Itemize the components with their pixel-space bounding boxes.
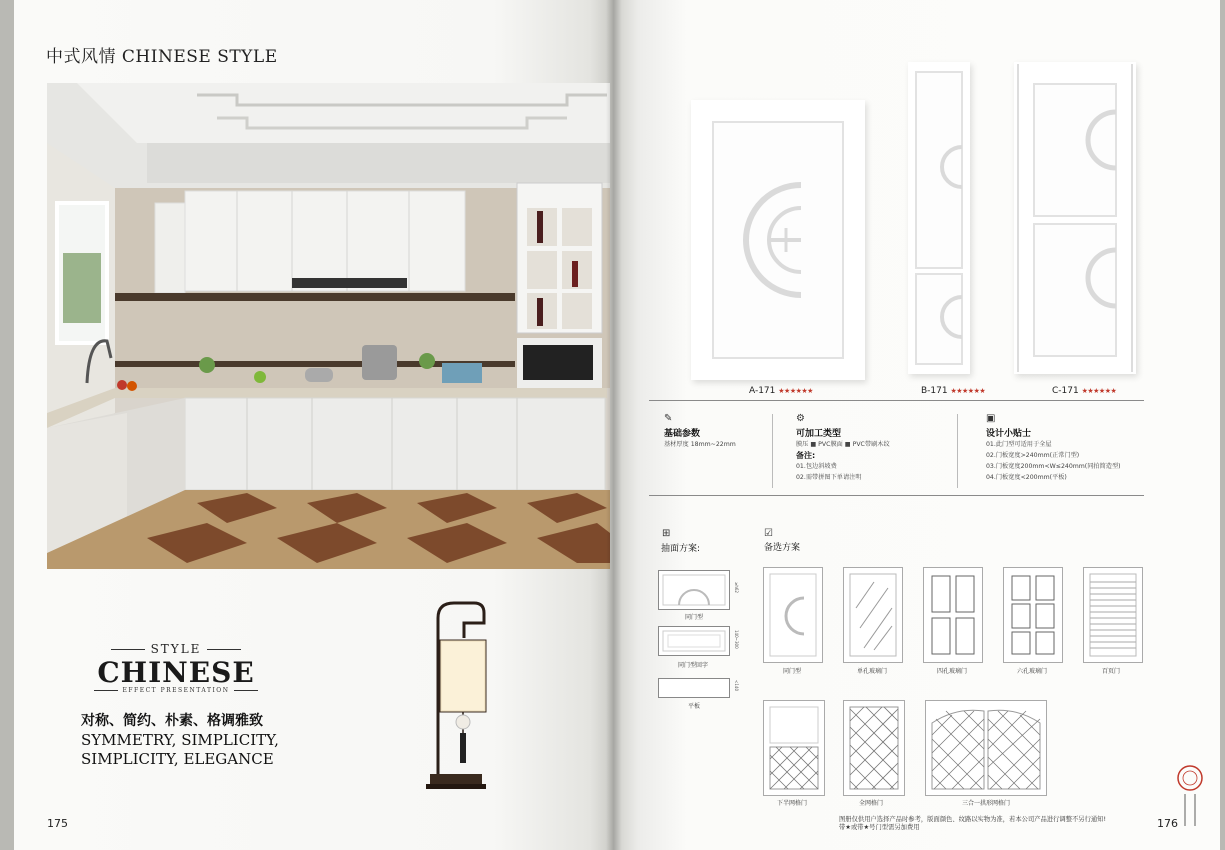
door-b-stars: ★★★★★★ <box>950 387 986 395</box>
door-a-label <box>749 386 813 396</box>
tip-3: 03.门板宽度200mm<W≤240mm(同拍简造型) <box>986 463 1121 470</box>
drawer-option-2-caption: 同门型回字 <box>678 662 709 669</box>
option-full-grid-caption: 全网格门 <box>859 800 884 807</box>
gear-icon: ⚙ <box>796 413 805 424</box>
option-single-glass-caption: 单孔玻璃门 <box>857 668 888 675</box>
effect-text: EFFECT PRESENTATION <box>86 687 266 694</box>
style-logo <box>86 642 266 694</box>
header-cn: 中式风情 <box>46 47 116 67</box>
basic-params-title: 基础参数 <box>664 429 701 439</box>
checklist-icon: ☑ <box>764 528 773 539</box>
option-six-glass-caption: 六孔玻璃门 <box>1017 668 1048 675</box>
pencil-icon: ✎ <box>664 413 673 424</box>
drawer-icon: ⊞ <box>662 528 671 539</box>
header-en: CHINESE STYLE <box>121 47 278 67</box>
drawer-option-3-dim: <140 <box>734 680 739 691</box>
tip-2: 02.门板宽度>240mm(正常门型) <box>986 452 1080 459</box>
drawer-option-1 <box>658 570 730 610</box>
door-c-code: C-171 <box>1052 386 1079 396</box>
page-number-right: 176 <box>1157 817 1178 830</box>
lamp-illustration <box>422 598 492 793</box>
drawer-option-3 <box>658 678 730 698</box>
col-divider-1 <box>772 414 773 488</box>
option-four-glass-caption: 四孔玻璃门 <box>937 668 968 675</box>
process-types-line1: 膜压 ■ PVC膜面 ■ PVC带刷木纹 <box>796 441 890 448</box>
basic-params <box>664 414 736 450</box>
tip-4: 04.门板宽度<200mm(平板) <box>986 474 1067 481</box>
option-louver-caption: 百页门 <box>1102 668 1121 675</box>
col-divider-2 <box>957 414 958 488</box>
chinese-style-seal-logo <box>1173 764 1207 828</box>
drawer-option-2 <box>658 626 730 656</box>
option-same-door <box>763 567 823 663</box>
option-arched-grid-caption: 三合一拱形网格门 <box>962 800 1011 807</box>
design-tips <box>986 414 1121 483</box>
process-types <box>796 414 890 483</box>
option-half-grid <box>763 700 825 796</box>
option-single-glass <box>843 567 903 663</box>
door-a-stars: ★★★★★★ <box>778 387 813 395</box>
drawer-option-1-dim: ≥h62 <box>734 582 739 593</box>
door-a-image <box>691 100 865 380</box>
drawer-option-1-caption: 同门型 <box>685 614 704 621</box>
door-c-stars: ★★★★★★ <box>1081 387 1117 395</box>
slogan-en-line2: SIMPLICITY, ELEGANCE <box>81 750 274 768</box>
drawer-option-2-dim: 140~300 <box>734 630 739 649</box>
note-1: 01.包边斜坡费 <box>796 463 837 470</box>
right-page <box>614 0 1220 850</box>
kitchen-photo <box>47 83 610 569</box>
divider-bottom <box>649 495 1144 496</box>
option-half-grid-caption: 下半网格门 <box>777 800 808 807</box>
slogan-en-line1: SYMMETRY, SIMPLICITY, <box>81 731 279 749</box>
slogan-cn: 对称、简约、朴素、格调雅致 <box>81 713 263 729</box>
style-big-text: CHINESE <box>97 656 255 689</box>
divider-top <box>649 400 1144 401</box>
door-b-code: B-171 <box>921 386 948 396</box>
page-header <box>46 42 278 67</box>
footnote-line2: 带★或带★号门型需另加费用 <box>839 824 920 831</box>
book-gutter <box>606 0 622 850</box>
document-icon: ▣ <box>986 413 996 424</box>
door-c-label <box>1052 386 1116 396</box>
style-small-text: STYLE <box>86 642 266 656</box>
option-full-grid <box>843 700 905 796</box>
footnote <box>839 816 1164 832</box>
door-a-code: A-171 <box>749 386 776 396</box>
page-number-left: 175 <box>47 817 68 830</box>
notes-title: 备注: <box>796 451 816 460</box>
option-six-glass <box>1003 567 1063 663</box>
basic-params-line1: 基材厚度 18mm~22mm <box>664 441 736 448</box>
drawer-section-title: 抽面方案: <box>661 544 701 554</box>
drawer-option-3-caption: 平板 <box>688 703 701 710</box>
option-same-door-caption: 同门型 <box>783 668 802 675</box>
process-types-title: 可加工类型 <box>796 429 842 439</box>
option-four-glass <box>923 567 983 663</box>
left-page <box>14 0 614 850</box>
door-c-image <box>1014 62 1136 374</box>
options-section-title: 备选方案 <box>764 543 801 553</box>
footnote-line1: 图册仅供用户选择产品时参考，版面颜色、纹路以实物为准，若本公司产品进行调整不另行通知! <box>839 816 1106 823</box>
option-louver <box>1083 567 1143 663</box>
option-arched-grid <box>925 700 1047 796</box>
door-b-image <box>908 62 970 374</box>
note-2: 02.需带拼图下单请注明 <box>796 474 862 481</box>
tip-1: 01.此门型可适用于全屋 <box>986 441 1052 448</box>
door-b-label <box>921 386 985 396</box>
design-tips-title: 设计小贴士 <box>986 429 1032 439</box>
